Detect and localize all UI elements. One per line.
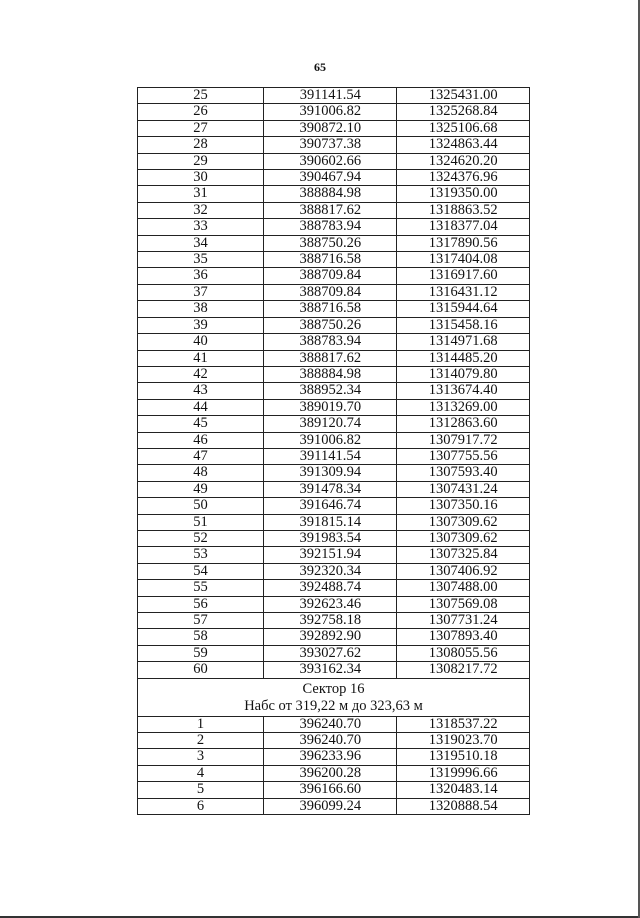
x-coordinate-cell: 389120.74 bbox=[264, 416, 397, 432]
table-row bbox=[138, 498, 530, 514]
section-title: Сектор 16 bbox=[302, 680, 365, 697]
y-coordinate-cell: 1317890.56 bbox=[397, 235, 530, 251]
section-header-cell bbox=[138, 678, 530, 716]
y-coordinate-cell: 1312863.60 bbox=[397, 416, 530, 432]
table-row bbox=[138, 170, 530, 186]
table-row bbox=[138, 716, 530, 732]
x-coordinate-cell: 388750.26 bbox=[264, 317, 397, 333]
table-row bbox=[138, 383, 530, 399]
table-row bbox=[138, 202, 530, 218]
x-coordinate-cell: 396240.70 bbox=[264, 716, 397, 732]
y-coordinate-cell: 1318537.22 bbox=[397, 716, 530, 732]
point-number-cell: 44 bbox=[138, 399, 264, 415]
y-coordinate-cell: 1307350.16 bbox=[397, 498, 530, 514]
section-header-row bbox=[138, 678, 530, 716]
table-row bbox=[138, 153, 530, 169]
x-coordinate-cell: 388783.94 bbox=[264, 334, 397, 350]
y-coordinate-cell: 1324620.20 bbox=[397, 153, 530, 169]
section-header-body bbox=[138, 678, 530, 716]
x-coordinate-cell: 392623.46 bbox=[264, 596, 397, 612]
table-row bbox=[138, 481, 530, 497]
table-row bbox=[138, 334, 530, 350]
y-coordinate-cell: 1316431.12 bbox=[397, 284, 530, 300]
table-row bbox=[138, 782, 530, 798]
x-coordinate-cell: 396233.96 bbox=[264, 749, 397, 765]
point-number-cell: 28 bbox=[138, 137, 264, 153]
point-number-cell: 45 bbox=[138, 416, 264, 432]
section-subtitle: Набс от 319,22 м до 323,63 м bbox=[244, 697, 423, 714]
x-coordinate-cell: 392488.74 bbox=[264, 580, 397, 596]
x-coordinate-cell: 388716.58 bbox=[264, 301, 397, 317]
y-coordinate-cell: 1307309.62 bbox=[397, 514, 530, 530]
y-coordinate-cell: 1318377.04 bbox=[397, 219, 530, 235]
point-number-cell: 43 bbox=[138, 383, 264, 399]
y-coordinate-cell: 1318863.52 bbox=[397, 202, 530, 218]
x-coordinate-cell: 388709.84 bbox=[264, 284, 397, 300]
point-number-cell: 34 bbox=[138, 235, 264, 251]
x-coordinate-cell: 392320.34 bbox=[264, 563, 397, 579]
x-coordinate-cell: 388716.58 bbox=[264, 252, 397, 268]
point-number-cell: 46 bbox=[138, 432, 264, 448]
y-coordinate-cell: 1313269.00 bbox=[397, 399, 530, 415]
point-number-cell: 31 bbox=[138, 186, 264, 202]
y-coordinate-cell: 1307406.92 bbox=[397, 563, 530, 579]
point-number-cell: 29 bbox=[138, 153, 264, 169]
y-coordinate-cell: 1315458.16 bbox=[397, 317, 530, 333]
x-coordinate-cell: 391815.14 bbox=[264, 514, 397, 530]
x-coordinate-cell: 391006.82 bbox=[264, 432, 397, 448]
point-number-cell: 54 bbox=[138, 563, 264, 579]
point-number-cell: 53 bbox=[138, 547, 264, 563]
table-body-after bbox=[138, 716, 530, 814]
x-coordinate-cell: 391646.74 bbox=[264, 498, 397, 514]
y-coordinate-cell: 1316917.60 bbox=[397, 268, 530, 284]
coordinates-table bbox=[137, 87, 530, 815]
page-number: 65 bbox=[314, 60, 326, 74]
table-row bbox=[138, 350, 530, 366]
point-number-cell: 33 bbox=[138, 219, 264, 235]
y-coordinate-cell: 1307488.00 bbox=[397, 580, 530, 596]
y-coordinate-cell: 1308055.56 bbox=[397, 645, 530, 661]
x-coordinate-cell: 388817.62 bbox=[264, 202, 397, 218]
point-number-cell: 25 bbox=[138, 88, 264, 104]
table-row bbox=[138, 416, 530, 432]
y-coordinate-cell: 1319350.00 bbox=[397, 186, 530, 202]
point-number-cell: 3 bbox=[138, 749, 264, 765]
y-coordinate-cell: 1307731.24 bbox=[397, 613, 530, 629]
table-row bbox=[138, 235, 530, 251]
point-number-cell: 30 bbox=[138, 170, 264, 186]
table-row bbox=[138, 252, 530, 268]
table-row bbox=[138, 749, 530, 765]
y-coordinate-cell: 1307569.08 bbox=[397, 596, 530, 612]
y-coordinate-cell: 1320483.14 bbox=[397, 782, 530, 798]
point-number-cell: 56 bbox=[138, 596, 264, 612]
point-number-cell: 41 bbox=[138, 350, 264, 366]
x-coordinate-cell: 396200.28 bbox=[264, 765, 397, 781]
x-coordinate-cell: 391983.54 bbox=[264, 530, 397, 546]
table-row bbox=[138, 563, 530, 579]
table-row bbox=[138, 120, 530, 136]
point-number-cell: 57 bbox=[138, 613, 264, 629]
x-coordinate-cell: 396099.24 bbox=[264, 798, 397, 814]
point-number-cell: 55 bbox=[138, 580, 264, 596]
y-coordinate-cell: 1325431.00 bbox=[397, 88, 530, 104]
table-row bbox=[138, 448, 530, 464]
table-row bbox=[138, 88, 530, 104]
x-coordinate-cell: 396240.70 bbox=[264, 733, 397, 749]
y-coordinate-cell: 1307917.72 bbox=[397, 432, 530, 448]
point-number-cell: 38 bbox=[138, 301, 264, 317]
x-coordinate-cell: 388817.62 bbox=[264, 350, 397, 366]
x-coordinate-cell: 391141.54 bbox=[264, 448, 397, 464]
point-number-cell: 50 bbox=[138, 498, 264, 514]
table-row bbox=[138, 432, 530, 448]
table-row bbox=[138, 733, 530, 749]
y-coordinate-cell: 1307309.62 bbox=[397, 530, 530, 546]
y-coordinate-cell: 1319996.66 bbox=[397, 765, 530, 781]
point-number-cell: 39 bbox=[138, 317, 264, 333]
table-row bbox=[138, 104, 530, 120]
point-number-cell: 51 bbox=[138, 514, 264, 530]
table-row bbox=[138, 137, 530, 153]
table-row bbox=[138, 629, 530, 645]
x-coordinate-cell: 389019.70 bbox=[264, 399, 397, 415]
table-row bbox=[138, 613, 530, 629]
y-coordinate-cell: 1325106.68 bbox=[397, 120, 530, 136]
table-row bbox=[138, 798, 530, 814]
point-number-cell: 5 bbox=[138, 782, 264, 798]
table-row bbox=[138, 219, 530, 235]
table-row bbox=[138, 514, 530, 530]
point-number-cell: 58 bbox=[138, 629, 264, 645]
table-row bbox=[138, 399, 530, 415]
point-number-cell: 1 bbox=[138, 716, 264, 732]
table-row bbox=[138, 284, 530, 300]
y-coordinate-cell: 1324376.96 bbox=[397, 170, 530, 186]
table-row bbox=[138, 547, 530, 563]
point-number-cell: 49 bbox=[138, 481, 264, 497]
x-coordinate-cell: 391141.54 bbox=[264, 88, 397, 104]
table-row bbox=[138, 645, 530, 661]
table-row bbox=[138, 580, 530, 596]
x-coordinate-cell: 390602.66 bbox=[264, 153, 397, 169]
y-coordinate-cell: 1314079.80 bbox=[397, 366, 530, 382]
point-number-cell: 27 bbox=[138, 120, 264, 136]
y-coordinate-cell: 1320888.54 bbox=[397, 798, 530, 814]
x-coordinate-cell: 388884.98 bbox=[264, 366, 397, 382]
x-coordinate-cell: 390467.94 bbox=[264, 170, 397, 186]
point-number-cell: 52 bbox=[138, 530, 264, 546]
y-coordinate-cell: 1308217.72 bbox=[397, 662, 530, 678]
point-number-cell: 36 bbox=[138, 268, 264, 284]
y-coordinate-cell: 1307893.40 bbox=[397, 629, 530, 645]
y-coordinate-cell: 1314485.20 bbox=[397, 350, 530, 366]
x-coordinate-cell: 391006.82 bbox=[264, 104, 397, 120]
x-coordinate-cell: 388709.84 bbox=[264, 268, 397, 284]
table-row bbox=[138, 662, 530, 678]
point-number-cell: 35 bbox=[138, 252, 264, 268]
point-number-cell: 26 bbox=[138, 104, 264, 120]
x-coordinate-cell: 392758.18 bbox=[264, 613, 397, 629]
y-coordinate-cell: 1317404.08 bbox=[397, 252, 530, 268]
x-coordinate-cell: 388884.98 bbox=[264, 186, 397, 202]
y-coordinate-cell: 1307325.84 bbox=[397, 547, 530, 563]
point-number-cell: 47 bbox=[138, 448, 264, 464]
point-number-cell: 59 bbox=[138, 645, 264, 661]
y-coordinate-cell: 1307431.24 bbox=[397, 481, 530, 497]
point-number-cell: 48 bbox=[138, 465, 264, 481]
table-row bbox=[138, 186, 530, 202]
point-number-cell: 32 bbox=[138, 202, 264, 218]
y-coordinate-cell: 1324863.44 bbox=[397, 137, 530, 153]
y-coordinate-cell: 1319510.18 bbox=[397, 749, 530, 765]
y-coordinate-cell: 1319023.70 bbox=[397, 733, 530, 749]
x-coordinate-cell: 390872.10 bbox=[264, 120, 397, 136]
point-number-cell: 37 bbox=[138, 284, 264, 300]
table-body-before bbox=[138, 88, 530, 679]
y-coordinate-cell: 1325268.84 bbox=[397, 104, 530, 120]
x-coordinate-cell: 391478.34 bbox=[264, 481, 397, 497]
point-number-cell: 40 bbox=[138, 334, 264, 350]
table-row bbox=[138, 317, 530, 333]
point-number-cell: 4 bbox=[138, 765, 264, 781]
x-coordinate-cell: 392892.90 bbox=[264, 629, 397, 645]
y-coordinate-cell: 1307755.56 bbox=[397, 448, 530, 464]
point-number-cell: 6 bbox=[138, 798, 264, 814]
point-number-cell: 42 bbox=[138, 366, 264, 382]
x-coordinate-cell: 393027.62 bbox=[264, 645, 397, 661]
y-coordinate-cell: 1307593.40 bbox=[397, 465, 530, 481]
x-coordinate-cell: 388783.94 bbox=[264, 219, 397, 235]
table-row bbox=[138, 765, 530, 781]
x-coordinate-cell: 388750.26 bbox=[264, 235, 397, 251]
point-number-cell: 60 bbox=[138, 662, 264, 678]
table-row bbox=[138, 301, 530, 317]
x-coordinate-cell: 396166.60 bbox=[264, 782, 397, 798]
x-coordinate-cell: 393162.34 bbox=[264, 662, 397, 678]
x-coordinate-cell: 391309.94 bbox=[264, 465, 397, 481]
x-coordinate-cell: 392151.94 bbox=[264, 547, 397, 563]
table-row bbox=[138, 465, 530, 481]
table-row bbox=[138, 596, 530, 612]
table-row bbox=[138, 530, 530, 546]
y-coordinate-cell: 1314971.68 bbox=[397, 334, 530, 350]
y-coordinate-cell: 1315944.64 bbox=[397, 301, 530, 317]
table-row bbox=[138, 366, 530, 382]
point-number-cell: 2 bbox=[138, 733, 264, 749]
table-row bbox=[138, 268, 530, 284]
x-coordinate-cell: 390737.38 bbox=[264, 137, 397, 153]
x-coordinate-cell: 388952.34 bbox=[264, 383, 397, 399]
y-coordinate-cell: 1313674.40 bbox=[397, 383, 530, 399]
